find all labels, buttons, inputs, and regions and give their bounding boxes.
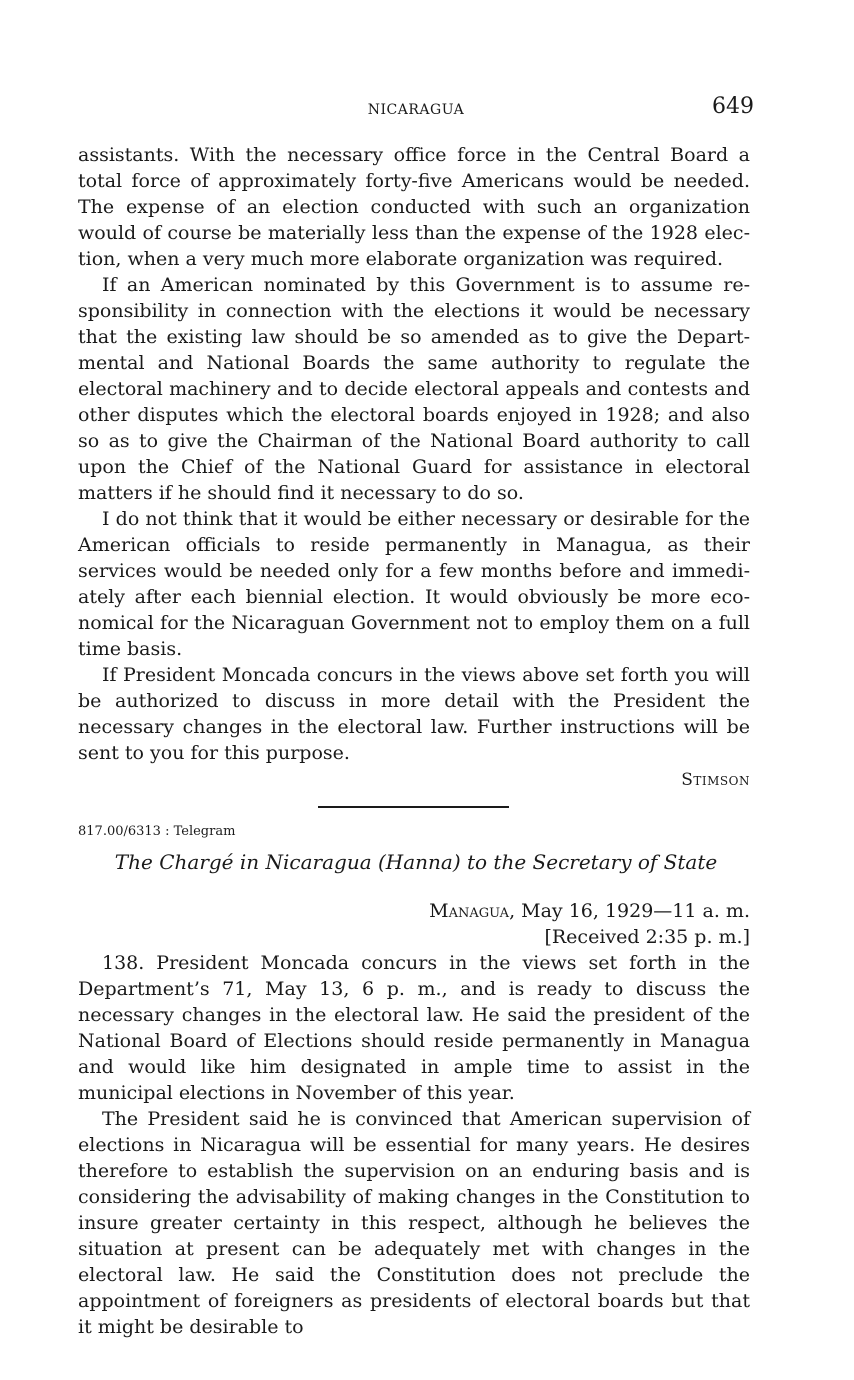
- page-number: 649: [712, 94, 754, 119]
- body-text-top: [78, 142, 750, 766]
- paragraph-instructions: If President Moncada concurs in the views above set forth you will be authorized to discuss in more detail with the President the necessary changes in the electoral law. Further instructions will be sent to you for this purpose.: [78, 664, 750, 764]
- document-heading: The Chargé in Nicaragua (Hanna) to the Secretary of State: [114, 850, 718, 874]
- paragraph-residence: I do not think that it would be either necessary or desirable for the American officials to reside permanently in Managua, as their services would be needed only for a few months before and immediately after each biennial election. It would obviously be more economical for the Nicaraguan Government not to employ them on a full time basis.: [78, 508, 750, 660]
- body-text-telegram: [78, 950, 750, 1340]
- dateline: [429, 898, 750, 950]
- paragraph-continuation: assistants. With the necessary office force in the Central Board a total force of approximately forty-five Americans would be needed. The expense of an election conducted with such an organization would of course be materially less than the expense of the 1928 election, when a very much more elaborate organization was required.: [78, 144, 750, 270]
- dateline-place: Managua: [429, 900, 510, 922]
- running-title: NICARAGUA: [367, 102, 465, 118]
- file-reference: 817.00/6313 : Telegram: [78, 824, 236, 839]
- paragraph-supervision: The President said he is convinced that American supervision of elections in Nicaragua will be essential for many years. He desires therefore to establish the supervision on an enduring basis and is considering the advisability of making changes in the Constitution to insure greater certainty in this respect, although he believes the situation at present can be adequately met with changes in the electoral law. He said the Constitution does not preclude the appointment of foreigners as presidents of electoral boards but that it might be desirable to: [78, 1108, 750, 1338]
- section-divider: [318, 806, 509, 808]
- paragraph-telegram-138: 138. President Moncada concurs in the views set forth in the Department’s 71, May 13, 6 p. m., and is ready to discuss the necessary changes in the electoral law. He said the president of the National Board of Elections should reside permanently in Managua and would like him designated in ample time to assist in the municipal elections in November of this year.: [78, 952, 750, 1104]
- paragraph-amend-law: If an American nominated by this Government is to assume responsibility in connection with the elections it would be necessary that the existing law should be so amended as to give the Departmental and National Boards the same authority to regulate the electoral machinery and to decide electoral appeals and contests and other disputes which the electoral boards enjoyed in 1928; and also so as to give the Chairman of the National Board authority to call upon the Chief of the National Guard for assistance in electoral matters if he should find it necessary to do so.: [78, 274, 750, 504]
- dateline-date: , May 16, 1929—11 a. m.: [509, 900, 750, 922]
- received-time: [Received 2:35 p. m.]: [544, 926, 750, 948]
- running-head: [78, 94, 754, 126]
- dateline-line: [429, 898, 750, 924]
- signature: Stimson: [681, 770, 750, 790]
